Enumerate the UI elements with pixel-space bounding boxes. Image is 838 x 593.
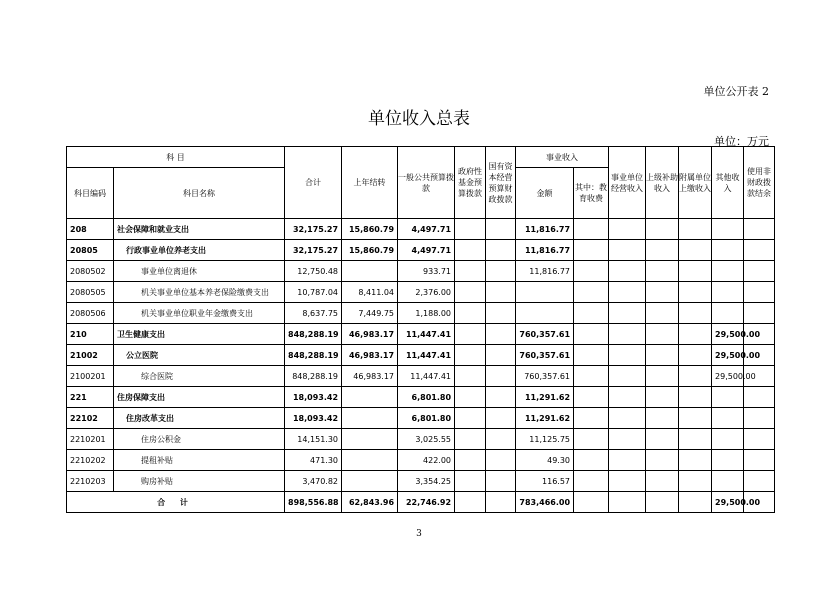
cell-superior-subsidy: [646, 324, 679, 345]
cell-business-operation: [609, 345, 646, 366]
cell-edu-fee: [574, 366, 609, 387]
cell-state-capital: [486, 429, 516, 450]
cell-total: 3,470.82: [285, 471, 342, 492]
cell-state-capital: [486, 324, 516, 345]
cell-amount: [516, 282, 574, 303]
cell-code: 21002: [67, 345, 114, 366]
cell-code: 2100201: [67, 366, 114, 387]
cell-name: 机关事业单位职业年金缴费支出: [114, 303, 285, 324]
cell-state-capital: [486, 345, 516, 366]
cell-gov-fund: [455, 492, 486, 513]
cell-amount: 760,357.61: [516, 324, 574, 345]
cell-name: 行政事业单位养老支出: [114, 240, 285, 261]
cell-carryover: [342, 261, 398, 282]
cell-carryover: 8,411.04: [342, 282, 398, 303]
total-label: 合 计: [67, 492, 285, 513]
header-edu-fee: 其中：教育收费: [574, 168, 609, 219]
table-row: [67, 366, 775, 387]
cell-gov-fund: [455, 345, 486, 366]
cell-general: 6,801.80: [398, 408, 455, 429]
cell-non-fiscal: [744, 240, 775, 261]
table-row: [67, 408, 775, 429]
header-superior-subsidy: 上级补助收入: [646, 147, 679, 219]
cell-gov-fund: [455, 387, 486, 408]
cell-superior-subsidy: [646, 492, 679, 513]
cell-general: 1,188.00: [398, 303, 455, 324]
cell-total: 898,556.88: [285, 492, 342, 513]
table-row: [67, 345, 775, 366]
cell-edu-fee: [574, 282, 609, 303]
cell-non-fiscal: [744, 303, 775, 324]
cell-carryover: [342, 408, 398, 429]
cell-state-capital: [486, 408, 516, 429]
cell-other: [712, 450, 744, 471]
cell-total: 32,175.27: [285, 240, 342, 261]
cell-business-operation: [609, 408, 646, 429]
cell-amount: 783,466.00: [516, 492, 574, 513]
cell-edu-fee: [574, 492, 609, 513]
cell-state-capital: [486, 366, 516, 387]
cell-state-capital: [486, 303, 516, 324]
cell-affiliated: [679, 450, 712, 471]
header-name: 科目名称: [114, 168, 285, 219]
header-gov-fund: 政府性基金预算拨款: [455, 147, 486, 219]
cell-affiliated: [679, 429, 712, 450]
cell-other: [712, 282, 744, 303]
cell-gov-fund: [455, 408, 486, 429]
cell-amount: 11,291.62: [516, 387, 574, 408]
cell-superior-subsidy: [646, 282, 679, 303]
cell-total: 848,288.19: [285, 324, 342, 345]
cell-name: 社会保障和就业支出: [114, 219, 285, 240]
cell-amount: 49.30: [516, 450, 574, 471]
cell-name: 住房改革支出: [114, 408, 285, 429]
cell-code: 2210201: [67, 429, 114, 450]
cell-total: 18,093.42: [285, 408, 342, 429]
cell-superior-subsidy: [646, 366, 679, 387]
cell-total: 471.30: [285, 450, 342, 471]
cell-non-fiscal: [744, 450, 775, 471]
cell-state-capital: [486, 387, 516, 408]
cell-other: 29,500.00: [712, 345, 744, 366]
cell-non-fiscal: [744, 282, 775, 303]
table-row: [67, 450, 775, 471]
cell-business-operation: [609, 303, 646, 324]
header-subject: 科 目: [67, 147, 285, 168]
cell-carryover: 62,843.96: [342, 492, 398, 513]
cell-superior-subsidy: [646, 261, 679, 282]
cell-total: 14,151.30: [285, 429, 342, 450]
cell-gov-fund: [455, 282, 486, 303]
cell-general: 3,025.55: [398, 429, 455, 450]
cell-business-operation: [609, 429, 646, 450]
cell-affiliated: [679, 219, 712, 240]
cell-superior-subsidy: [646, 429, 679, 450]
cell-superior-subsidy: [646, 219, 679, 240]
cell-general: 4,497.71: [398, 240, 455, 261]
cell-carryover: [342, 471, 398, 492]
cell-carryover: [342, 387, 398, 408]
cell-affiliated: [679, 387, 712, 408]
cell-code: 2210202: [67, 450, 114, 471]
cell-affiliated: [679, 366, 712, 387]
header-total: 合计: [285, 147, 342, 219]
cell-business-operation: [609, 324, 646, 345]
cell-other: [712, 240, 744, 261]
cell-code: 208: [67, 219, 114, 240]
cell-edu-fee: [574, 471, 609, 492]
cell-non-fiscal: [744, 429, 775, 450]
cell-carryover: 46,983.17: [342, 324, 398, 345]
cell-state-capital: [486, 450, 516, 471]
cell-affiliated: [679, 492, 712, 513]
table-row: [67, 471, 775, 492]
cell-state-capital: [486, 282, 516, 303]
cell-code: 22102: [67, 408, 114, 429]
cell-business-operation: [609, 492, 646, 513]
cell-other: [712, 261, 744, 282]
cell-carryover: 15,860.79: [342, 219, 398, 240]
header-business-operation: 事业单位经营收入: [609, 147, 646, 219]
table-row: [67, 303, 775, 324]
cell-name: 住房公积金: [114, 429, 285, 450]
cell-other: [712, 387, 744, 408]
cell-state-capital: [486, 240, 516, 261]
cell-gov-fund: [455, 303, 486, 324]
unit-label: 单位：万元: [714, 135, 769, 148]
cell-edu-fee: [574, 429, 609, 450]
cell-gov-fund: [455, 429, 486, 450]
cell-total: 12,750.48: [285, 261, 342, 282]
cell-general: 933.71: [398, 261, 455, 282]
cell-superior-subsidy: [646, 240, 679, 261]
cell-business-operation: [609, 240, 646, 261]
cell-superior-subsidy: [646, 471, 679, 492]
cell-business-operation: [609, 261, 646, 282]
header-affiliated: 附属单位上缴收入: [679, 147, 712, 219]
cell-gov-fund: [455, 324, 486, 345]
cell-state-capital: [486, 261, 516, 282]
cell-affiliated: [679, 408, 712, 429]
cell-affiliated: [679, 261, 712, 282]
cell-non-fiscal: [744, 387, 775, 408]
cell-total: 848,288.19: [285, 366, 342, 387]
table-row: [67, 261, 775, 282]
header-other: 其他收入: [712, 147, 744, 219]
cell-code: 221: [67, 387, 114, 408]
cell-affiliated: [679, 282, 712, 303]
cell-code: 210: [67, 324, 114, 345]
cell-carryover: 46,983.17: [342, 366, 398, 387]
cell-other: 29,500.00: [712, 492, 744, 513]
cell-name: 综合医院: [114, 366, 285, 387]
cell-affiliated: [679, 345, 712, 366]
cell-total: 8,637.75: [285, 303, 342, 324]
cell-carryover: 46,983.17: [342, 345, 398, 366]
cell-edu-fee: [574, 408, 609, 429]
cell-amount: 760,357.61: [516, 345, 574, 366]
cell-affiliated: [679, 240, 712, 261]
cell-general: 22,746.92: [398, 492, 455, 513]
form-id: 单位公开表 2: [703, 85, 769, 98]
cell-gov-fund: [455, 240, 486, 261]
header-amount: 金额: [516, 168, 574, 219]
header-non-fiscal: 使用非财政拨款结余: [744, 147, 775, 219]
cell-total: 32,175.27: [285, 219, 342, 240]
table-row: [67, 387, 775, 408]
cell-name: 提租补贴: [114, 450, 285, 471]
cell-amount: 116.57: [516, 471, 574, 492]
page-title: 单位收入总表: [368, 109, 470, 129]
table-row: [67, 240, 775, 261]
table-row: [67, 282, 775, 303]
cell-amount: 11,291.62: [516, 408, 574, 429]
page-number: 3: [416, 529, 422, 539]
cell-other: [712, 471, 744, 492]
cell-name: 公立医院: [114, 345, 285, 366]
cell-code: 2080506: [67, 303, 114, 324]
cell-amount: 11,125.75: [516, 429, 574, 450]
cell-general: 11,447.41: [398, 324, 455, 345]
header-business-income: 事业收入: [516, 147, 609, 168]
cell-affiliated: [679, 303, 712, 324]
table-row: [67, 324, 775, 345]
cell-state-capital: [486, 219, 516, 240]
cell-other: 29,500.00: [712, 366, 744, 387]
cell-edu-fee: [574, 324, 609, 345]
cell-amount: 11,816.77: [516, 240, 574, 261]
cell-general: 4,497.71: [398, 219, 455, 240]
cell-non-fiscal: [744, 471, 775, 492]
cell-gov-fund: [455, 219, 486, 240]
cell-state-capital: [486, 492, 516, 513]
cell-name: 住房保障支出: [114, 387, 285, 408]
cell-name: 卫生健康支出: [114, 324, 285, 345]
cell-amount: 11,816.77: [516, 261, 574, 282]
cell-carryover: 15,860.79: [342, 240, 398, 261]
cell-other: [712, 429, 744, 450]
cell-total: 848,288.19: [285, 345, 342, 366]
cell-carryover: [342, 450, 398, 471]
cell-gov-fund: [455, 450, 486, 471]
cell-name: 购房补贴: [114, 471, 285, 492]
cell-edu-fee: [574, 240, 609, 261]
cell-other: 29,500.00: [712, 324, 744, 345]
cell-general: 3,354.25: [398, 471, 455, 492]
cell-general: 2,376.00: [398, 282, 455, 303]
cell-business-operation: [609, 471, 646, 492]
cell-general: 422.00: [398, 450, 455, 471]
cell-edu-fee: [574, 261, 609, 282]
cell-total: 10,787.04: [285, 282, 342, 303]
total-row: [67, 492, 775, 513]
table-row: [67, 219, 775, 240]
cell-state-capital: [486, 471, 516, 492]
cell-gov-fund: [455, 261, 486, 282]
cell-affiliated: [679, 324, 712, 345]
cell-superior-subsidy: [646, 387, 679, 408]
cell-edu-fee: [574, 387, 609, 408]
header-state-capital: 国有资本经营预算财政拨款: [486, 147, 516, 219]
cell-code: 2080505: [67, 282, 114, 303]
cell-general: 11,447.41: [398, 345, 455, 366]
cell-carryover: [342, 429, 398, 450]
cell-amount: 11,816.77: [516, 219, 574, 240]
cell-superior-subsidy: [646, 345, 679, 366]
cell-non-fiscal: [744, 408, 775, 429]
cell-business-operation: [609, 282, 646, 303]
cell-business-operation: [609, 387, 646, 408]
income-table: [66, 146, 775, 513]
cell-other: [712, 219, 744, 240]
cell-business-operation: [609, 219, 646, 240]
table-row: [67, 429, 775, 450]
cell-other: [712, 303, 744, 324]
cell-non-fiscal: [744, 219, 775, 240]
cell-business-operation: [609, 366, 646, 387]
cell-superior-subsidy: [646, 408, 679, 429]
cell-general: 11,447.41: [398, 366, 455, 387]
cell-non-fiscal: [744, 261, 775, 282]
header-code: 科目编码: [67, 168, 114, 219]
cell-superior-subsidy: [646, 303, 679, 324]
cell-carryover: 7,449.75: [342, 303, 398, 324]
cell-gov-fund: [455, 366, 486, 387]
cell-code: 2080502: [67, 261, 114, 282]
cell-superior-subsidy: [646, 450, 679, 471]
cell-edu-fee: [574, 450, 609, 471]
cell-affiliated: [679, 471, 712, 492]
header-carryover: 上年结转: [342, 147, 398, 219]
cell-code: 20805: [67, 240, 114, 261]
cell-amount: [516, 303, 574, 324]
header-general-budget: 一般公共预算拨款: [398, 147, 455, 219]
cell-amount: 760,357.61: [516, 366, 574, 387]
cell-business-operation: [609, 450, 646, 471]
cell-name: 事业单位离退休: [114, 261, 285, 282]
cell-name: 机关事业单位基本养老保险缴费支出: [114, 282, 285, 303]
cell-edu-fee: [574, 219, 609, 240]
cell-edu-fee: [574, 345, 609, 366]
cell-general: 6,801.80: [398, 387, 455, 408]
cell-total: 18,093.42: [285, 387, 342, 408]
cell-code: 2210203: [67, 471, 114, 492]
cell-gov-fund: [455, 471, 486, 492]
cell-edu-fee: [574, 303, 609, 324]
cell-other: [712, 408, 744, 429]
